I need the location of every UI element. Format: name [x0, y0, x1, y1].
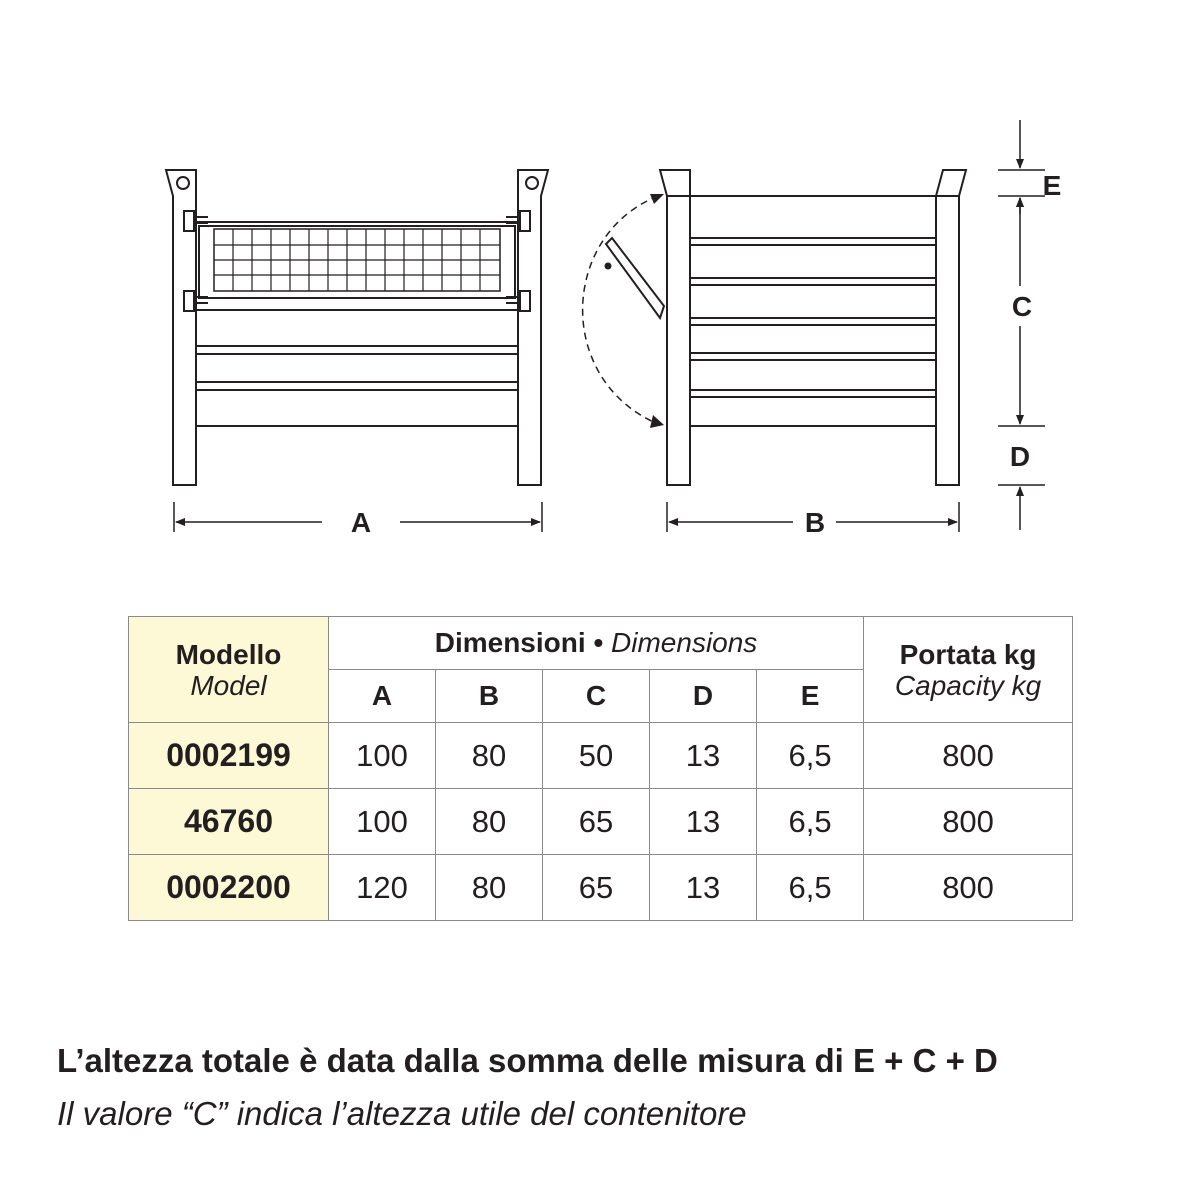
dimension-c-label: C	[1011, 291, 1033, 322]
model-cell: 0002200	[129, 855, 329, 921]
value-c: 65	[543, 855, 650, 921]
value-c: 65	[543, 789, 650, 855]
value-e: 6,5	[757, 855, 864, 921]
capacity-header-it: Portata kg	[899, 638, 1037, 670]
front-view	[166, 170, 548, 485]
dimensions-header-en: Dimensions	[611, 627, 758, 658]
specification-table	[128, 616, 1073, 921]
capacity-header-cell	[864, 617, 1073, 723]
table-row	[129, 723, 1073, 789]
side-view	[583, 170, 966, 485]
column-header-c: C	[543, 670, 650, 723]
front-planks	[196, 222, 518, 426]
model-header-cell	[129, 617, 329, 723]
side-left-post	[660, 170, 690, 485]
value-a: 100	[329, 723, 436, 789]
side-planks	[690, 196, 936, 426]
value-d: 13	[650, 789, 757, 855]
value-d: 13	[650, 723, 757, 789]
table-row	[129, 789, 1073, 855]
value-a: 100	[329, 789, 436, 855]
front-mesh-gate	[199, 226, 515, 298]
table-row	[129, 855, 1073, 921]
capacity-value: 800	[864, 789, 1073, 855]
value-b: 80	[436, 723, 543, 789]
value-e: 6,5	[757, 723, 864, 789]
side-open-gate	[606, 238, 664, 318]
dimensions-header-separator: •	[593, 627, 604, 658]
total-height-note: L’altezza totale è data dalla somma delle misura di E + C + D	[57, 1042, 998, 1079]
capacity-header-en: Capacity kg	[894, 669, 1042, 701]
model-header-en: Model	[190, 669, 267, 701]
capacity-value: 800	[864, 855, 1073, 921]
model-header-it: Modello	[175, 638, 282, 670]
model-cell: 0002199	[129, 723, 329, 789]
dimension-a-label: A	[350, 507, 372, 538]
gate-swing-arc	[583, 196, 658, 424]
dimension-d-label: D	[1009, 441, 1031, 472]
value-b: 80	[436, 855, 543, 921]
value-d: 13	[650, 855, 757, 921]
side-right-post	[936, 170, 966, 485]
useful-height-note: Il valore “C” indica l’altezza utile del contenitore	[57, 1095, 747, 1132]
gate-pivot-dot	[605, 263, 612, 270]
dimension-e-label: E	[1042, 170, 1062, 201]
value-a: 120	[329, 855, 436, 921]
model-cell: 46760	[129, 789, 329, 855]
value-b: 80	[436, 789, 543, 855]
column-header-e: E	[757, 670, 864, 723]
value-c: 50	[543, 723, 650, 789]
capacity-value: 800	[864, 723, 1073, 789]
dimensions-header-cell	[329, 617, 864, 670]
column-header-d: D	[650, 670, 757, 723]
dimension-b-label: B	[804, 507, 826, 538]
value-e: 6,5	[757, 789, 864, 855]
column-header-a: A	[329, 670, 436, 723]
dimensions-header-it: Dimensioni	[434, 627, 586, 658]
column-header-b: B	[436, 670, 543, 723]
header-row	[129, 617, 1073, 670]
